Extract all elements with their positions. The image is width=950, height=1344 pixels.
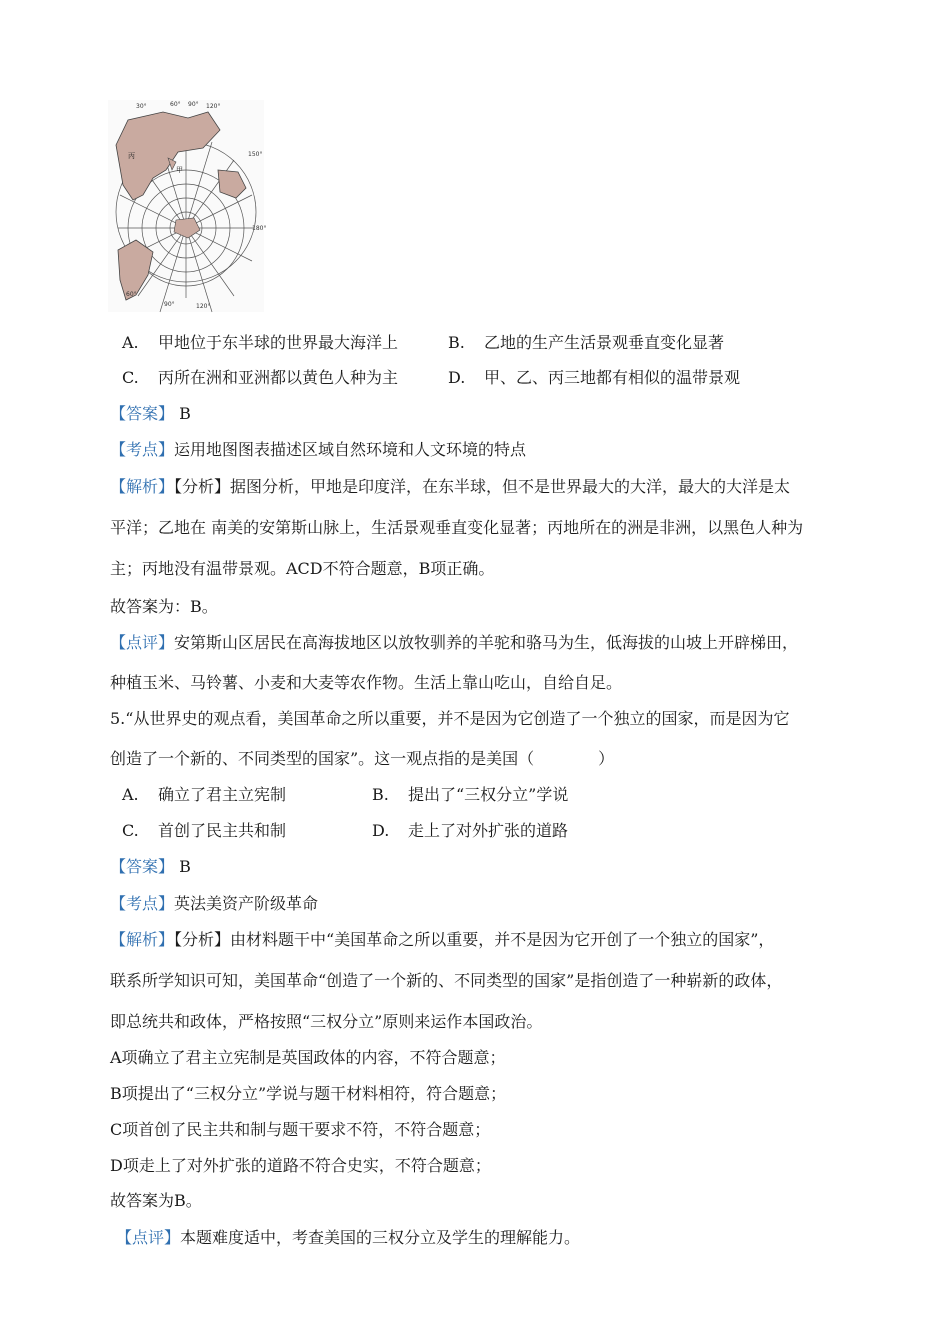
q5-jiexi-line: A项确立了君主立宪制是英国政体的内容，不符合题意； — [110, 1048, 506, 1067]
q5-option-d: D. 走上了对外扩张的道路 — [372, 821, 569, 840]
q4-option-c: C. 丙所在洲和亚洲都以黄色人种为主 — [122, 368, 399, 387]
q4-answer: 【答案】 B — [110, 404, 191, 423]
q4-option-b: B. 乙地的生产生活景观垂直变化显著 — [448, 333, 725, 352]
q5-jiexi-line: D项走上了对外扩张的道路不符合史实，不符合题意； — [110, 1156, 491, 1175]
map-place-label-bing: 丙 — [128, 152, 135, 160]
q5-option-b: B. 提出了“三权分立”学说 — [372, 785, 569, 804]
q5-kaodian: 【考点】英法美资产阶级革命 — [110, 894, 319, 913]
map-bottom-label: 120° — [196, 303, 211, 310]
q5-jiexi-line: 【解析】【分析】由材料题干中“美国革命之所以重要，并不是因为它开创了一个独立的国家”， — [110, 930, 775, 949]
map-place-label-jia: 甲 — [176, 166, 183, 174]
q4-jiexi-line: 【解析】【分析】据图分析，甲地是印度洋，在东半球，但不是世界最大的大洋，最大的大洋是太 — [110, 477, 791, 496]
q4-dianping-line: 【点评】安第斯山区居民在高海拔地区以放牧驯养的羊驼和骆马为生，低海拔的山坡上开辟梯田， — [110, 633, 799, 652]
map-top-label: 60° — [170, 101, 181, 108]
q5-option-a: A. 确立了君主立宪制 — [122, 785, 287, 804]
map-bottom-label: 90° — [164, 301, 175, 308]
map-top-label: 120° — [206, 103, 221, 110]
map-bottom-label: 60° — [126, 291, 137, 298]
world-map-figure — [108, 100, 267, 312]
q5-jiexi-line: C项首创了民主共和制与题干要求不符，不符合题意； — [110, 1120, 491, 1139]
q5-answer: 【答案】 B — [110, 857, 191, 876]
q5-dianping: 【点评】本题难度适中，考查美国的三权分立及学生的理解能力。 — [116, 1228, 581, 1247]
map-top-label: 30° — [136, 103, 147, 110]
map-top-label: 90° — [188, 101, 199, 108]
q5-jiexi-line: B项提出了“三权分立”学说与题干材料相符，符合题意； — [110, 1084, 507, 1103]
q4-jiexi-line: 主；丙地没有温带景观。ACD不符合题意，B项正确。 — [110, 559, 495, 578]
q4-jiexi-line: 平洋；乙地在 南美的安第斯山脉上，生活景观垂直变化显著；丙地所在的洲是非洲，以黑色人种为 — [110, 518, 804, 537]
q5-stem-line: 5.“从世界史的观点看，美国革命之所以重要，并不是因为它创造了一个独立的国家，而是因为它 — [110, 709, 790, 728]
q5-option-c: C. 首创了民主共和制 — [122, 821, 287, 840]
q4-option-d: D. 甲、乙、丙三地都有相似的温带景观 — [448, 368, 741, 387]
q5-conclusion: 故答案为B。 — [110, 1191, 202, 1210]
q5-stem-line: 创造了一个新的、不同类型的国家”。这一观点指的是美国（ ） — [110, 749, 615, 768]
q5-jiexi-line: 即总统共和政体，严格按照“三权分立”原则来运作本国政治。 — [110, 1012, 543, 1031]
q4-option-a: A. 甲地位于东半球的世界最大海洋上 — [122, 333, 399, 352]
q4-dianping-line: 种植玉米、马铃薯、小麦和大麦等农作物。生活上靠山吃山，自给自足。 — [110, 673, 623, 692]
map-right-label: 150° — [248, 151, 263, 158]
q5-jiexi-line: 联系所学知识可知，美国革命“创造了一个新的、不同类型的国家”是指创造了一种崭新的政体， — [110, 971, 783, 990]
q4-kaodian: 【考点】运用地图图表描述区域自然环境和人文环境的特点 — [110, 440, 527, 459]
q4-conclusion: 故答案为：B。 — [110, 597, 218, 616]
map-right-label: 180° — [252, 225, 267, 232]
